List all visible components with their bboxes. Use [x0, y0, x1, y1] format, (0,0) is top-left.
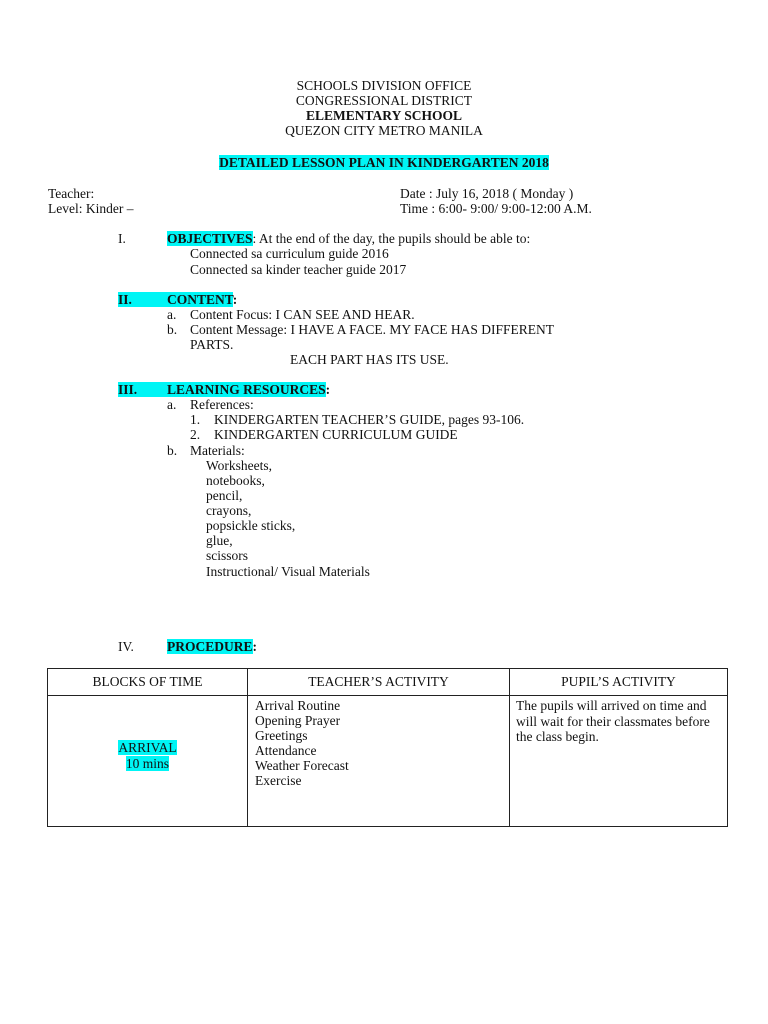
- teacher-activity-cell: [248, 696, 510, 827]
- content-heading: CONTENT: [167, 292, 233, 307]
- material-item: popsickle sticks,: [206, 518, 296, 533]
- block-name: ARRIVAL: [118, 740, 177, 755]
- resources-number: III.: [118, 382, 167, 397]
- reference-item: KINDERGARTEN CURRICULUM GUIDE: [214, 427, 458, 442]
- block-of-time-text: [48, 740, 247, 772]
- table-header-row: [48, 669, 728, 696]
- block-of-time-cell: [48, 696, 248, 827]
- materials-label: Materials:: [190, 443, 245, 458]
- objectives-number: I.: [118, 231, 126, 246]
- material-item: notebooks,: [206, 473, 265, 488]
- district-name: CONGRESSIONAL DISTRICT: [295, 93, 473, 108]
- material-item: pencil,: [206, 488, 243, 503]
- content-colon: :: [232, 292, 238, 307]
- content-number-row: [118, 292, 237, 307]
- teacher-activity-item: Arrival Routine: [255, 698, 341, 713]
- school-name: ELEMENTARY SCHOOL: [306, 108, 462, 123]
- city-name: QUEZON CITY METRO MANILA: [285, 123, 483, 138]
- teacher-activity-item: Exercise: [255, 773, 302, 788]
- resources-a-label: a.: [167, 397, 177, 412]
- resources-colon: :: [325, 382, 331, 397]
- material-item: crayons,: [206, 503, 252, 518]
- document-title-row: [0, 155, 768, 170]
- office-name: SCHOOLS DIVISION OFFICE: [296, 78, 472, 93]
- content-message: Content Message: I HAVE A FACE. MY FACE HAS DIFFERENT: [190, 322, 555, 337]
- teacher-activity-list: [248, 696, 509, 790]
- reference-number: 2.: [190, 427, 201, 442]
- resources-b-label: b.: [167, 443, 178, 458]
- teacher-label: Teacher:: [48, 186, 95, 201]
- material-item: scissors: [206, 548, 249, 563]
- objectives-line: [167, 231, 530, 246]
- material-item: glue,: [206, 533, 233, 548]
- time-label: Time : 6:00- 9:00/ 9:00-12:00 A.M.: [400, 201, 592, 216]
- content-a-label: a.: [167, 307, 177, 322]
- objective-item: Connected sa curriculum guide 2016: [190, 246, 389, 261]
- content-message-cont: PARTS.: [190, 337, 234, 352]
- column-header-blocks-of-time: BLOCKS OF TIME: [48, 669, 248, 696]
- document-title: DETAILED LESSON PLAN IN KINDERGARTEN 2018: [219, 155, 549, 170]
- teacher-activity-item: Opening Prayer: [255, 713, 341, 728]
- objective-item: Connected sa kinder teacher guide 2017: [190, 262, 407, 277]
- material-item: Worksheets,: [206, 458, 273, 473]
- content-message-cont2: EACH PART HAS ITS USE.: [290, 352, 449, 367]
- content-b-label: b.: [167, 322, 178, 337]
- content-number: II.: [118, 292, 167, 307]
- teacher-activity-item: Attendance: [255, 743, 317, 758]
- procedure-table: [47, 668, 728, 827]
- pupil-activity-cell: [510, 696, 728, 827]
- block-duration: 10 mins: [125, 756, 170, 771]
- teacher-activity-item: Weather Forecast: [255, 758, 349, 773]
- teacher-activity-item: Greetings: [255, 728, 308, 743]
- references-label: References:: [190, 397, 254, 412]
- table-row: [48, 696, 728, 827]
- objectives-text: : At the end of the day, the pupils should be able to:: [252, 231, 531, 246]
- procedure-heading: PROCEDURE: [167, 639, 253, 654]
- content-focus: Content Focus: I CAN SEE AND HEAR.: [190, 307, 415, 322]
- reference-item: KINDERGARTEN TEACHER’S GUIDE, pages 93-106.: [214, 412, 525, 427]
- procedure-colon: :: [252, 639, 258, 654]
- reference-number: 1.: [190, 412, 201, 427]
- resources-heading: LEARNING RESOURCES: [167, 382, 326, 397]
- procedure-heading-row: [167, 639, 257, 654]
- resources-number-row: [118, 382, 330, 397]
- procedure-number: IV.: [118, 639, 134, 654]
- column-header-pupils-activity: PUPIL’S ACTIVITY: [510, 669, 728, 696]
- level-label: Level: Kinder –: [48, 201, 134, 216]
- material-item: Instructional/ Visual Materials: [206, 564, 370, 579]
- date-label: Date : July 16, 2018 ( Monday ): [400, 186, 574, 201]
- column-header-teachers-activity: TEACHER’S ACTIVITY: [248, 669, 510, 696]
- pupil-activity-text: The pupils will arrived on time and will wait for their classmates before the class begin.: [516, 698, 710, 744]
- objectives-heading: OBJECTIVES: [167, 231, 253, 246]
